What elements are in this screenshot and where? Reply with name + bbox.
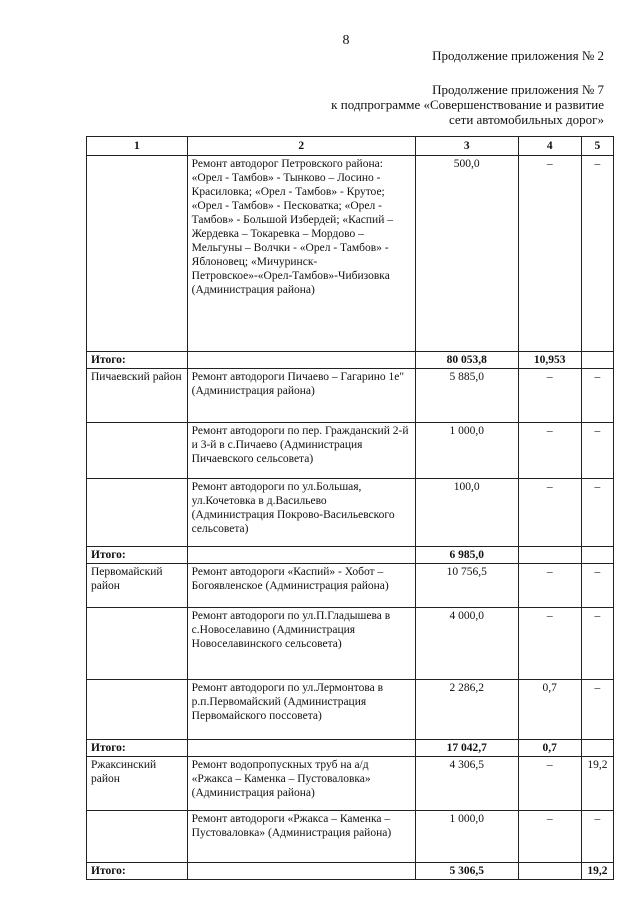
work-description: Ремонт автодороги по пер. Гражданский 2-й и 3-й в с.Пичаево (Администрация Пичаевского сельсовета) bbox=[187, 423, 415, 479]
appendix-continuation-header bbox=[432, 48, 604, 63]
amount-col3: 1 000,0 bbox=[415, 423, 518, 479]
amount-col5 bbox=[581, 547, 613, 564]
road-repair-table bbox=[86, 136, 614, 880]
amount-col5: – bbox=[581, 608, 613, 680]
empty-cell bbox=[187, 352, 415, 369]
page-number: 8 bbox=[342, 33, 350, 48]
amount-col5: 19,2 bbox=[581, 757, 613, 811]
amount-col3: 2 286,2 bbox=[415, 680, 518, 740]
table-row bbox=[87, 423, 614, 479]
table-row bbox=[87, 479, 614, 547]
amount-col4: – bbox=[518, 608, 581, 680]
column-number-row bbox=[87, 137, 614, 156]
district-name bbox=[87, 680, 188, 740]
amount-col4 bbox=[518, 863, 581, 880]
district-name: Пичаевский район bbox=[87, 369, 188, 423]
amount-col5: – bbox=[581, 156, 613, 352]
amount-col3: 5 306,5 bbox=[415, 863, 518, 880]
amount-col5: – bbox=[581, 811, 613, 863]
work-description: Ремонт автодорог Петровского района: «Орел - Тамбов» - Тынково – Лосино - Красиловка; «Орел - Тамбов» - Крутое; «Орел - Тамбов» - Песковатка; «Орел - Тамбов» - Большой Избердей; «Каспий – Жердевка – Токаревка – Мордово – Мельгуны – Волчки - «Орел - Тамбов» - Яблоновец; «Мичуринск-Петровское»-«Орел-Тамбов»-Чибизовка (Администрация района) bbox=[187, 156, 415, 352]
district-total-row bbox=[87, 740, 614, 757]
work-description: Ремонт автодороги «Каспий» - Хобот – Богоявленское (Администрация района) bbox=[187, 564, 415, 608]
district-total-row bbox=[87, 352, 614, 369]
amount-col5: – bbox=[581, 564, 613, 608]
table-body bbox=[87, 156, 614, 880]
column-number: 2 bbox=[187, 137, 415, 156]
amount-col5 bbox=[581, 352, 613, 369]
amount-col5: 19,2 bbox=[581, 863, 613, 880]
amount-col3: 6 985,0 bbox=[415, 547, 518, 564]
empty-cell bbox=[187, 740, 415, 757]
table-row bbox=[87, 369, 614, 423]
amount-col4: 0,7 bbox=[518, 680, 581, 740]
table-row bbox=[87, 811, 614, 863]
total-label: Итого: bbox=[87, 352, 188, 369]
amount-col4: – bbox=[518, 156, 581, 352]
amount-col3: 500,0 bbox=[415, 156, 518, 352]
empty-cell bbox=[187, 863, 415, 880]
amount-col5 bbox=[581, 740, 613, 757]
amount-col3: 1 000,0 bbox=[415, 811, 518, 863]
amount-col3: 4 306,5 bbox=[415, 757, 518, 811]
column-number: 5 bbox=[581, 137, 613, 156]
work-description: Ремонт водопропускных труб на а/д «Ржакса – Каменка – Пустоваловка» (Администрация района) bbox=[187, 757, 415, 811]
amount-col4: – bbox=[518, 479, 581, 547]
work-description: Ремонт автодороги по ул.Лермонтова в р.п.Первомайский (Администрация Первомайского поссовета) bbox=[187, 680, 415, 740]
amount-col4: – bbox=[518, 423, 581, 479]
amount-col3: 17 042,7 bbox=[415, 740, 518, 757]
table-row bbox=[87, 564, 614, 608]
amount-col4: – bbox=[518, 811, 581, 863]
empty-cell bbox=[187, 547, 415, 564]
column-number: 3 bbox=[415, 137, 518, 156]
work-description: Ремонт автодороги по ул.Большая, ул.Кочетовка в д.Васильево (Администрация Покрово-Васильевского сельсовета) bbox=[187, 479, 415, 547]
table-row bbox=[87, 757, 614, 811]
amount-col5: – bbox=[581, 423, 613, 479]
district-total-row bbox=[87, 547, 614, 564]
amount-col4: 10,953 bbox=[518, 352, 581, 369]
table-row bbox=[87, 156, 614, 352]
column-number: 4 bbox=[518, 137, 581, 156]
district-name bbox=[87, 811, 188, 863]
amount-col5: – bbox=[581, 680, 613, 740]
amount-col5: – bbox=[581, 369, 613, 423]
amount-col3: 80 053,8 bbox=[415, 352, 518, 369]
amount-col4: 0,7 bbox=[518, 740, 581, 757]
district-name: Ржаксинский район bbox=[87, 757, 188, 811]
amount-col3: 4 000,0 bbox=[415, 608, 518, 680]
header-line: к подпрограмме «Совершенствование и развитие bbox=[331, 97, 604, 112]
district-total-row bbox=[87, 863, 614, 880]
total-label: Итого: bbox=[87, 547, 188, 564]
amount-col5: – bbox=[581, 479, 613, 547]
amount-col3: 100,0 bbox=[415, 479, 518, 547]
amount-col4: – bbox=[518, 564, 581, 608]
amount-col4: – bbox=[518, 757, 581, 811]
amount-col4: – bbox=[518, 369, 581, 423]
amount-col4 bbox=[518, 547, 581, 564]
work-description: Ремонт автодороги по ул.П.Гладышева в с.Новоселавино (Администрация Новоселавинского сельсовета) bbox=[187, 608, 415, 680]
district-name bbox=[87, 608, 188, 680]
district-name bbox=[87, 156, 188, 352]
district-name bbox=[87, 423, 188, 479]
work-description: Ремонт автодороги Пичаево – Гагарино 1е" (Администрация района) bbox=[187, 369, 415, 423]
table-row bbox=[87, 608, 614, 680]
district-name: Первомайский район bbox=[87, 564, 188, 608]
amount-col3: 5 885,0 bbox=[415, 369, 518, 423]
total-label: Итого: bbox=[87, 740, 188, 757]
column-number: 1 bbox=[87, 137, 188, 156]
header-line: Продолжение приложения № 2 bbox=[432, 48, 604, 63]
header-line: сети автомобильных дорог» bbox=[448, 112, 604, 127]
table-row bbox=[87, 680, 614, 740]
header-line: Продолжение приложения № 7 bbox=[432, 82, 604, 97]
work-description: Ремонт автодороги «Ржакса – Каменка – Пустоваловка» (Администрация района) bbox=[187, 811, 415, 863]
total-label: Итого: bbox=[87, 863, 188, 880]
district-name bbox=[87, 479, 188, 547]
subprogram-header bbox=[331, 82, 604, 127]
amount-col3: 10 756,5 bbox=[415, 564, 518, 608]
